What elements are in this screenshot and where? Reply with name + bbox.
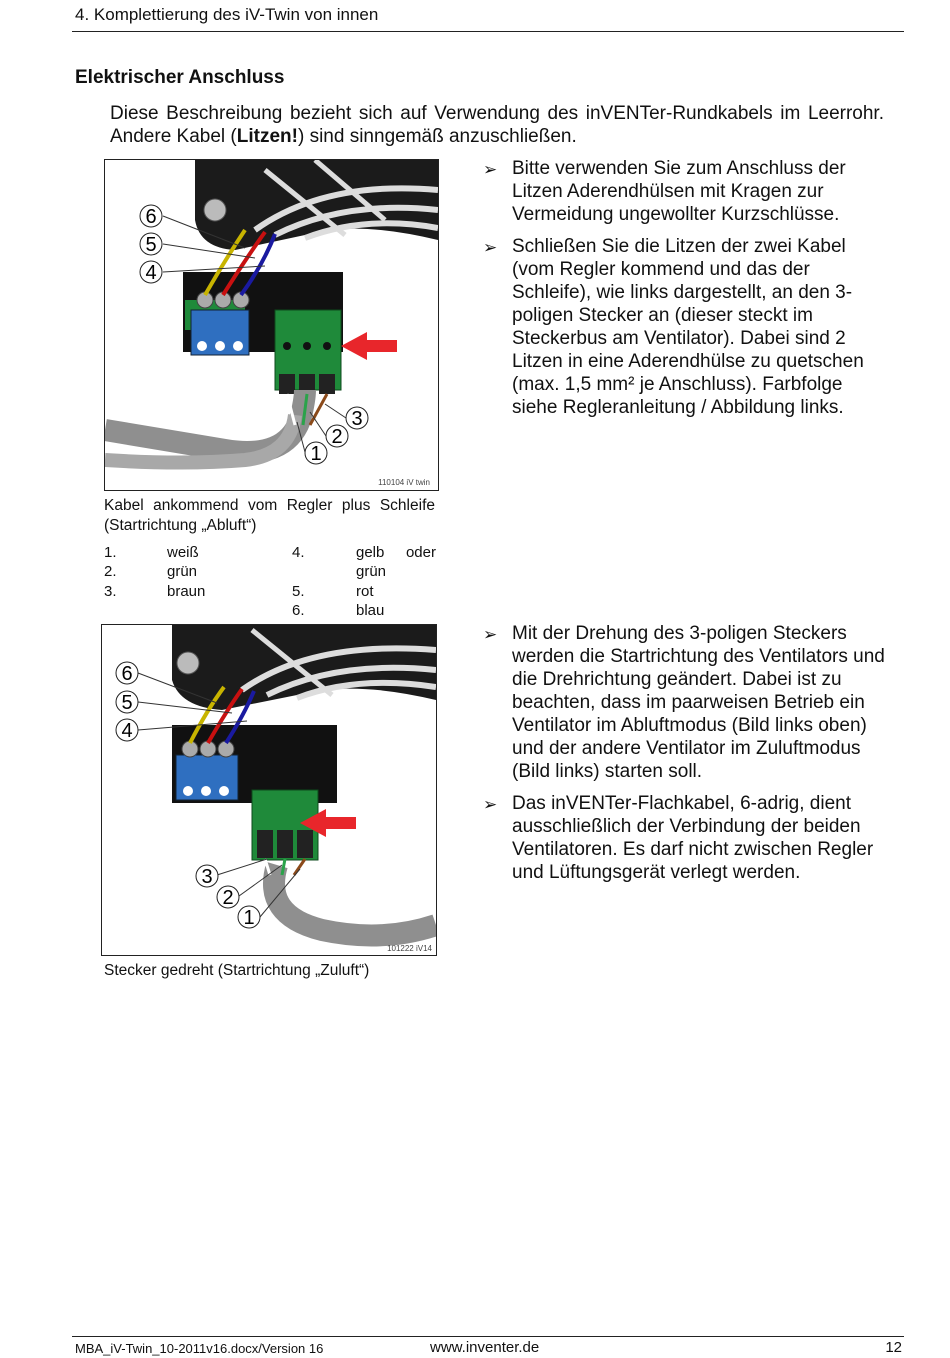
arrowhead-bullet-icon: ➢ <box>483 625 498 644</box>
wiring-figure-abluft <box>104 159 439 491</box>
screw-icon <box>204 199 226 221</box>
callout-5: 5 <box>121 692 133 714</box>
legend-6: 6. <box>292 602 305 619</box>
bullet-text: Das inVENTer-Flachkabel, 6-adrig, dient ausschließlich der Verbindung der beiden Ventilatoren. Es darf nicht zwischen Regler und Lüftungsgerät verlegt werden. <box>512 793 874 883</box>
bullet-item <box>480 157 885 226</box>
bullet-item <box>480 792 885 884</box>
footer-divider <box>72 1336 904 1337</box>
bullet-item <box>480 622 885 783</box>
callout-1: 1 <box>310 443 322 465</box>
intro-bold: Litzen! <box>236 126 298 147</box>
callout-3: 3 <box>351 408 363 430</box>
instructions-bottom <box>480 622 885 893</box>
arrowhead-bullet-icon: ➢ <box>483 795 498 814</box>
legend-4-color-alt: grün <box>356 563 387 580</box>
callout-6: 6 <box>121 663 133 685</box>
screw-icon <box>177 652 199 674</box>
legend-1-color: weiß <box>167 544 199 561</box>
wiring-illustration-abluft <box>105 160 438 490</box>
bullet-item <box>480 235 885 419</box>
arrowhead-bullet-icon: ➢ <box>483 238 498 257</box>
callout-2: 2 <box>222 887 234 909</box>
legend-5: 5. <box>292 583 305 600</box>
callout-3: 3 <box>201 866 213 888</box>
header-divider <box>72 31 904 32</box>
legend-2-color: grün <box>167 563 198 580</box>
intro-text-1: Diese Beschreibung bezieht sich auf Verwendung des inVENTer-Rundkabels im Leerrohr. Andere Kabel ( <box>110 103 884 147</box>
intro-text-2: ) sind sinngemäß anzuschließen. <box>297 126 577 147</box>
intro-paragraph <box>110 102 884 148</box>
round-cable <box>274 865 436 935</box>
document-version: MBA_iV-Twin_10-2011v16.docx/Version 16 <box>75 1341 324 1356</box>
legend-4-color: gelb oder <box>356 544 436 561</box>
arrowhead-bullet-icon: ➢ <box>483 160 498 179</box>
wiring-illustration-zuluft <box>102 625 436 955</box>
bullet-text: Mit der Drehung des 3-poligen Steckers werden die Startrichtung des Ventilators und die Drehrichtung geändert. Dabei ist zu beachten, dass im paarweisen Betrieb ein Ventilator im Abluftmodus (Bild links oben) und der andere Ventilator im Zuluftmodus (Bild links) starten soll. <box>512 623 885 782</box>
callout-6: 6 <box>145 206 157 228</box>
figure2-caption: Stecker gedreht (Startrichtung „Zuluft“) <box>104 962 370 979</box>
legend-5-color: rot <box>356 583 374 600</box>
page-number: 12 <box>885 1339 902 1356</box>
callout-2: 2 <box>331 426 343 448</box>
wiring-figure-zuluft <box>101 624 437 956</box>
callout-4: 4 <box>121 720 133 742</box>
legend-6-color: blau <box>356 602 385 619</box>
legend-3-color: braun <box>167 583 206 600</box>
instructions-top <box>480 157 885 428</box>
legend-3: 3. <box>104 583 117 600</box>
running-header: 4. Komplettierung des iV-Twin von innen <box>75 5 379 24</box>
website-url: www.inventer.de <box>430 1339 540 1356</box>
image-id-label: 101222 iV14 <box>387 944 432 953</box>
callout-1: 1 <box>243 907 255 929</box>
figure1-caption: Kabel ankommend vom Regler plus Schleife (Startrichtung „Abluft“) <box>104 497 435 534</box>
image-id-label: 110104 iV twin <box>378 478 430 487</box>
callout-4: 4 <box>145 262 157 284</box>
callout-5: 5 <box>145 234 157 256</box>
bullet-text: Bitte verwenden Sie zum Anschluss der Litzen Aderendhülsen mit Kragen zur Vermeidung ungewollter Kurzschlüsse. <box>512 158 846 225</box>
red-arrow-icon <box>341 332 397 360</box>
legend-1: 1. <box>104 544 117 561</box>
bullet-text: Schließen Sie die Litzen der zwei Kabel (vom Regler kommend und das der Schleife), wie links dargestellt, an den 3-poligen Stecker an (dieser steckt im Steckerbus am Ventilator). Dabei sind 2 Litzen in eine Aderendhülse zu quetschen (max. 1,5 mm² je Anschluss). Farbfolge siehe Regleranleitung / Abbildung links. <box>512 236 864 418</box>
legend-4: 4. <box>292 544 305 561</box>
section-title: Elektrischer Anschluss <box>75 67 285 88</box>
legend-2: 2. <box>104 563 117 580</box>
